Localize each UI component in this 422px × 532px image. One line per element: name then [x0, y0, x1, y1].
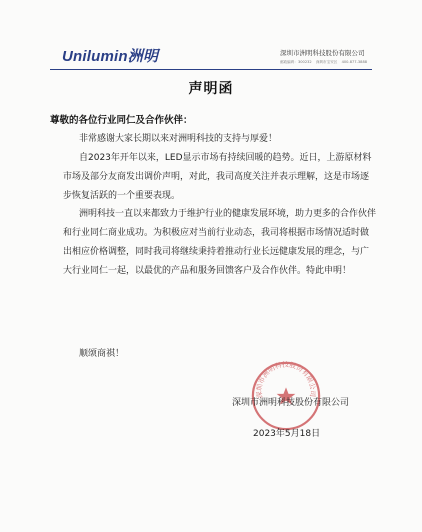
header-divider	[50, 69, 372, 70]
header-postcode: 邮政编码：300232	[280, 60, 312, 64]
paragraph-2: 自2023年开年以来，LED显示市场有持续回暖的趋势。近日，上游原材料市场及部分友商发出调价声明，对此，我司高度关注并表示理解，这是市场逐步恢复活跃的一个重要表现。	[63, 153, 372, 201]
paragraph-3: 洲明科技一直以来都致力于维护行业的健康发展环境，助力更多的合作伙伴和行业同仁商业成功。为积极应对当前行业动态，我司将根据市场情况适时做出相应价格调整，同时我司将继续秉持着推动行业长远健康发展的理念，与广大行业同仁一起，以最优的产品和服务回馈客户及合作伙伴。特此申明！	[63, 209, 377, 276]
paragraph-1: 非常感谢大家长期以来对洲明科技的支持与厚爱！	[79, 134, 278, 144]
signature-date: 2023年5月18日	[253, 429, 321, 439]
header-contact-line	[280, 60, 370, 65]
seal-text: 深圳市洲明科技股份有限公司	[255, 360, 317, 399]
header-phone: 400-877-3888	[341, 60, 368, 64]
document-title: 声明函	[188, 81, 234, 97]
closing-remark: 顺颂商祺！	[79, 349, 125, 359]
company-logo: Unilumin洲明	[62, 48, 159, 65]
header-company-name: 深圳市洲明科技股份有限公司	[280, 49, 365, 57]
signature-company: 深圳市洲明科技股份有限公司	[232, 398, 350, 408]
header-address: 深圳市宝安区	[315, 60, 338, 64]
salutation: 尊敬的各位行业同仁及合作伙伴：	[50, 115, 193, 126]
